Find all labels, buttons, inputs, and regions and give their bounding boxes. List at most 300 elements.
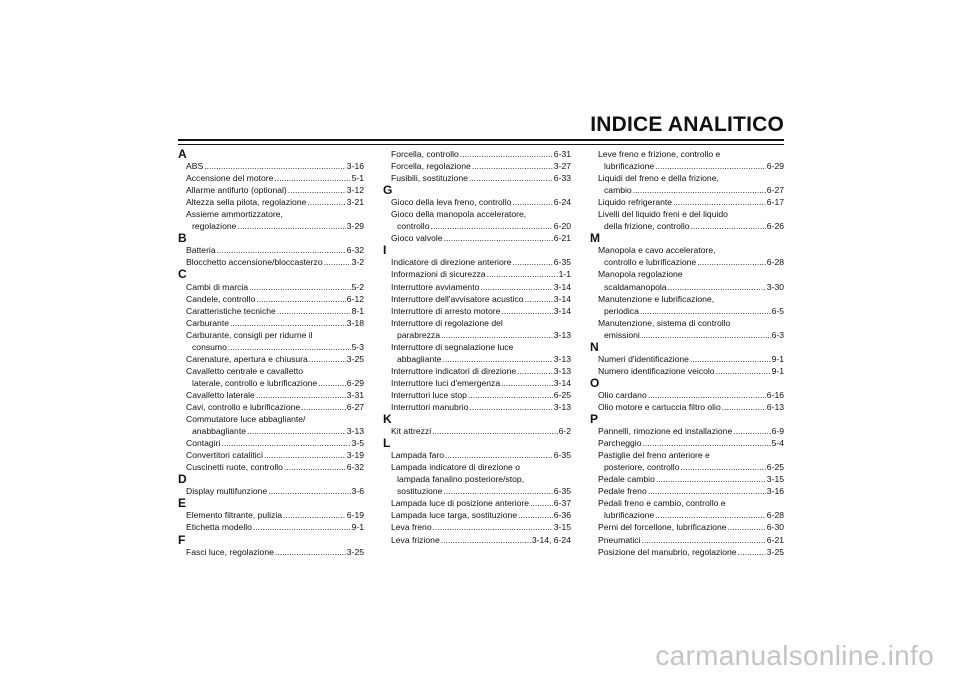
page-number: 6-9: [771, 426, 784, 437]
index-entry[interactable]: [383, 449, 571, 461]
entry-text: Pastiglie del freno anteriore e: [598, 450, 710, 461]
dot-leader: [655, 160, 766, 172]
dot-leader: [468, 389, 553, 401]
entry-text: Fusibili, sostituzione: [391, 173, 468, 184]
entry-text: Cavalletto centrale e cavalletto: [186, 365, 304, 376]
entry-text: Kit attrezzi: [391, 426, 432, 437]
entry-text: Parcheggio: [598, 438, 642, 449]
dot-leader: [237, 220, 345, 232]
entry-text: Livelli del liquido freni e del liquido: [598, 209, 728, 220]
index-entry[interactable]: [178, 196, 364, 208]
dot-leader: [441, 329, 553, 341]
dot-leader: [525, 293, 553, 305]
page-number: 6-20: [553, 221, 571, 232]
index-entry[interactable]: [590, 196, 784, 208]
dot-leader: [673, 196, 766, 208]
dot-leader: [268, 485, 350, 497]
index-entry[interactable]: [383, 196, 571, 208]
entry-text: periodica: [604, 305, 639, 316]
entry-text: Pedali freno e cambio, controllo e: [598, 498, 726, 509]
page-number: 6-13: [766, 401, 784, 412]
section-letter: O: [590, 375, 600, 390]
index-entry[interactable]: [178, 389, 364, 401]
index-entry[interactable]: [383, 389, 571, 401]
entry-text: laterale, controllo e lubrificazione: [192, 377, 318, 388]
entry-text: Lampada luce targa, sostituzione: [391, 510, 518, 521]
entry-text: Lampada luce di posizione anteriore: [391, 498, 530, 509]
page-number: 6-24: [553, 197, 571, 208]
dot-leader: [722, 401, 766, 413]
page-number: 3-14: [553, 377, 571, 388]
entry-text: Blocchetto accensione/bloccasterzo: [186, 257, 323, 268]
dot-leader: [283, 509, 346, 521]
entry-text: Interruttore luci d'emergenza: [391, 377, 501, 388]
entry-text: Liquidi del freno e della frizione,: [598, 173, 719, 184]
page-title: INDICE ANALITICO: [590, 113, 784, 136]
index-entry[interactable]: [178, 365, 364, 389]
page-number: 6-37: [553, 498, 571, 509]
page-number: 3-14: [553, 281, 571, 292]
index-entry[interactable]: [178, 184, 364, 196]
index-entry[interactable]: [178, 305, 364, 317]
entry-text: Manutenzione e lubrificazione,: [598, 293, 715, 304]
entry-text: sostituzione: [397, 486, 443, 497]
index-entry[interactable]: [383, 148, 571, 160]
entry-text: Indicatore di direzione anteriore: [391, 257, 512, 268]
entry-text: Carburante: [186, 317, 229, 328]
page-number: 6-21: [766, 534, 784, 545]
page-number: 3-5: [351, 438, 364, 449]
index-entry[interactable]: [178, 546, 364, 558]
entry-text: Lampada faro: [391, 450, 445, 461]
dot-leader: [217, 244, 346, 256]
dot-leader: [642, 534, 766, 546]
entry-text: Interruttori manubrio: [391, 401, 469, 412]
section-letter: M: [590, 231, 600, 246]
dot-leader: [691, 220, 766, 232]
index-entry[interactable]: [383, 268, 571, 280]
index-entry[interactable]: [383, 317, 571, 341]
dot-leader: [690, 353, 771, 365]
index-entry[interactable]: [590, 293, 784, 317]
section-letter: P: [590, 412, 599, 427]
entry-text: Candele, controllo: [186, 293, 256, 304]
page-number: 3-14: [553, 305, 571, 316]
entry-text: Pedale freno: [598, 486, 647, 497]
entry-text: lubrificazione: [604, 161, 655, 172]
index-entry[interactable]: [178, 329, 364, 353]
dot-leader: [284, 461, 346, 473]
index-entry[interactable]: [383, 461, 571, 497]
section-letter: K: [383, 412, 392, 427]
index-entry[interactable]: [383, 497, 571, 509]
section-letter: B: [178, 231, 187, 246]
dot-leader: [530, 497, 553, 509]
page-number: 6-19: [346, 510, 364, 521]
entry-text: Cuscinetti ruote, controllo: [186, 462, 283, 473]
page-number: 6-35: [553, 257, 571, 268]
page-number: 3-14, 6-24: [531, 534, 571, 545]
index-entry[interactable]: [590, 365, 784, 377]
title-rule-thick: [178, 139, 784, 141]
index-entry[interactable]: [590, 148, 784, 172]
page-number: 3-13: [553, 401, 571, 412]
dot-leader: [469, 401, 552, 413]
dot-leader: [441, 534, 531, 546]
entry-text: Interruttore avviamento: [391, 281, 480, 292]
dot-leader: [277, 305, 351, 317]
dot-leader: [501, 377, 553, 389]
entry-text: Olio cardano: [598, 389, 647, 400]
index-entry[interactable]: [178, 281, 364, 293]
section-letter: C: [178, 267, 187, 282]
index-entry[interactable]: [178, 256, 364, 268]
entry-text: Numero identificazione veicolo: [598, 365, 715, 376]
entry-text: Leva frizione: [391, 534, 440, 545]
dot-leader: [518, 509, 553, 521]
dot-leader: [264, 449, 346, 461]
page-number: 6-30: [766, 522, 784, 533]
index-entry[interactable]: [178, 172, 364, 184]
page-number: 3-12: [346, 185, 364, 196]
dot-leader: [288, 184, 346, 196]
dot-leader: [253, 521, 351, 533]
dot-leader: [716, 365, 771, 377]
entry-text: Pannelli, rimozione ed installazione: [598, 426, 733, 437]
page-number: 9-1: [771, 353, 784, 364]
page-number: 6-5: [771, 305, 784, 316]
entry-text: regolazione: [192, 221, 237, 232]
index-entry[interactable]: [383, 425, 571, 437]
entry-text: controllo: [397, 221, 430, 232]
dot-leader: [633, 184, 766, 196]
entry-text: Cavalletto laterale: [186, 389, 255, 400]
section-letter: F: [178, 532, 186, 547]
entry-text: emissioni: [604, 329, 640, 340]
page-number: 1-1: [558, 269, 571, 280]
dot-leader: [472, 160, 553, 172]
entry-text: Liquido refrigerante: [598, 197, 673, 208]
page-number: 3-15: [766, 474, 784, 485]
page-number: 3-25: [766, 546, 784, 557]
entry-text: Fasci luce, regolazione: [186, 546, 274, 557]
entry-text: Display multifunzione: [186, 486, 268, 497]
dot-leader: [733, 425, 770, 437]
index-entry[interactable]: [178, 449, 364, 461]
entry-text: anabbagliante: [192, 426, 247, 437]
dot-leader: [247, 425, 346, 437]
index-entry[interactable]: [383, 281, 571, 293]
entry-text: Allarme antifurto (optional): [186, 185, 287, 196]
page-number: 3-13: [553, 365, 571, 376]
index-entry[interactable]: [590, 473, 784, 485]
dot-leader: [432, 425, 557, 437]
dot-leader: [487, 268, 558, 280]
page-number: 3-31: [346, 389, 364, 400]
entry-text: Convertitori catalitici: [186, 450, 263, 461]
dot-leader: [256, 389, 346, 401]
entry-text: Pneumatici: [598, 534, 641, 545]
dot-leader: [318, 377, 346, 389]
index-entry[interactable]: [178, 317, 364, 329]
index-entry[interactable]: [590, 521, 784, 533]
index-entry[interactable]: [178, 437, 364, 449]
index-entry[interactable]: [383, 172, 571, 184]
page-number: 3-29: [346, 221, 364, 232]
page-number: 6-21: [553, 233, 571, 244]
entry-text: Contagiri: [186, 438, 221, 449]
page-number: 3-18: [346, 317, 364, 328]
dot-leader: [444, 232, 553, 244]
page-number: 8-1: [351, 305, 364, 316]
title-rule-thin: [178, 144, 784, 145]
index-entry[interactable]: [590, 437, 784, 449]
index-entry[interactable]: [178, 521, 364, 533]
index-column-1: [178, 148, 364, 558]
page-number: 3-16: [346, 161, 364, 172]
entry-text: Forcella, controllo: [391, 149, 459, 159]
entry-text: abbagliante: [397, 353, 442, 364]
entry-text: Posizione del manubrio, regolazione: [598, 546, 737, 557]
dot-leader: [655, 509, 766, 521]
page-number: 5-2: [351, 281, 364, 292]
index-entry[interactable]: [178, 293, 364, 305]
index-entry[interactable]: [383, 305, 571, 317]
dot-leader: [309, 353, 346, 365]
page-number: 5-3: [351, 341, 364, 352]
entry-text: consumo: [192, 341, 227, 352]
index-entry[interactable]: [383, 232, 571, 244]
entry-text: ABS: [186, 161, 204, 172]
dot-leader: [517, 365, 553, 377]
index-entry[interactable]: [383, 256, 571, 268]
watermark: carmanualsonline.info: [655, 640, 934, 671]
section-letter: A: [178, 147, 187, 161]
dot-leader: [307, 196, 345, 208]
page-number: 3-19: [346, 450, 364, 461]
page-number: 6-27: [346, 401, 364, 412]
entry-text: Altezza sella pilota, regolazione: [186, 197, 307, 208]
index-entry[interactable]: [590, 425, 784, 437]
page-number: 3-15: [553, 522, 571, 533]
page-number: 6-25: [766, 462, 784, 473]
entry-text: Accensione del motore: [186, 173, 274, 184]
dot-leader: [668, 281, 766, 293]
dot-leader: [204, 160, 346, 172]
dot-leader: [648, 485, 766, 497]
page-number: 3-13: [346, 426, 364, 437]
dot-leader: [512, 256, 552, 268]
dot-leader: [656, 473, 766, 485]
page-number: 3-25: [346, 353, 364, 364]
page-number: 6-12: [346, 293, 364, 304]
index-entry[interactable]: [590, 208, 784, 232]
entry-text: Interruttore di segnalazione luce: [391, 341, 514, 352]
page-number: 3-13: [553, 353, 571, 364]
index-entry[interactable]: [178, 485, 364, 497]
dot-leader: [443, 485, 552, 497]
dot-leader: [641, 329, 771, 341]
entry-text: Cavi, controllo e lubrificazione: [186, 401, 301, 412]
page-number: 9-1: [351, 522, 364, 533]
page-number: 6-33: [553, 173, 571, 184]
dot-leader: [738, 546, 766, 558]
section-letter: I: [383, 243, 387, 258]
dot-leader: [642, 437, 770, 449]
index-entry[interactable]: [590, 353, 784, 365]
page-number: 6-29: [346, 377, 364, 388]
dot-leader: [256, 293, 346, 305]
page-number: 3-6: [351, 486, 364, 497]
index-entry[interactable]: [383, 208, 571, 232]
entry-text: Carenature, apertura e chiusura: [186, 353, 308, 364]
entry-text: Assieme ammortizzatore,: [186, 209, 283, 220]
page-number: 6-35: [553, 450, 571, 461]
index-entry[interactable]: [590, 244, 784, 268]
dot-leader: [430, 220, 552, 232]
index-entry[interactable]: [590, 497, 784, 521]
dot-leader: [680, 461, 765, 473]
dot-leader: [275, 546, 346, 558]
section-letter: N: [590, 339, 599, 354]
dot-leader: [433, 521, 553, 533]
page-number: 6-28: [766, 510, 784, 521]
page-number: 6-32: [346, 245, 364, 256]
entry-text: Elemento filtrante, pulizia: [186, 510, 283, 521]
page-number: 3-16: [766, 486, 784, 497]
entry-text: controllo e lubrificazione: [604, 257, 697, 268]
entry-text: Olio motore e cartuccia filtro olio: [598, 401, 721, 412]
index-entry[interactable]: [590, 449, 784, 473]
index-entry[interactable]: [383, 341, 571, 365]
entry-text: Numeri d'identificazione: [598, 353, 689, 364]
entry-text: Interruttore dell'avvisatore acustico: [391, 293, 524, 304]
index-entry[interactable]: [590, 317, 784, 341]
entry-text: Perni del forcellone, lubrificazione: [598, 522, 727, 533]
dot-leader: [324, 256, 351, 268]
index-entry[interactable]: [590, 172, 784, 196]
section-letter: D: [178, 472, 187, 487]
index-entry[interactable]: [383, 534, 571, 546]
dot-leader: [469, 172, 553, 184]
page-number: 5-4: [771, 438, 784, 449]
entry-text: Gioco della manopola acceleratore,: [391, 209, 527, 220]
page-number: 6-25: [553, 389, 571, 400]
page-number: 6-31: [553, 149, 571, 159]
index-entry[interactable]: [590, 401, 784, 413]
dot-leader: [697, 256, 766, 268]
index-entry[interactable]: [178, 461, 364, 473]
index-entry[interactable]: [178, 401, 364, 413]
dot-leader: [442, 353, 552, 365]
dot-leader: [249, 281, 350, 293]
entry-text: Lampada indicatore di direzione o: [391, 462, 520, 473]
entry-text: Interruttore indicatori di direzione: [391, 365, 517, 376]
page-number: 3-25: [346, 546, 364, 557]
entry-text: Etichetta modello: [186, 522, 252, 533]
entry-text: lubrificazione: [604, 510, 655, 521]
entry-text: Manutenzione, sistema di controllo: [598, 317, 731, 328]
entry-text: Commutatore luce abbagliante/: [186, 414, 306, 425]
page-number: 3-30: [766, 281, 784, 292]
entry-text: Interruttore di regolazione del: [391, 317, 503, 328]
index-entry[interactable]: [590, 534, 784, 546]
entry-text: Leva freno: [391, 522, 432, 533]
section-letter: L: [383, 436, 391, 451]
entry-text: Pedale cambio: [598, 474, 655, 485]
entry-text: Forcella, regolazione: [391, 161, 471, 172]
entry-text: Interruttori luce stop: [391, 389, 467, 400]
dot-leader: [501, 305, 552, 317]
dot-leader: [480, 281, 552, 293]
index-entry[interactable]: [178, 509, 364, 521]
page-number: 6-28: [766, 257, 784, 268]
page-number: 5-1: [351, 173, 364, 184]
index-entry[interactable]: [383, 160, 571, 172]
entry-text: Leve freno e frizione, controllo e: [598, 149, 721, 159]
dot-leader: [512, 196, 552, 208]
entry-text: scaldamanopola: [604, 281, 667, 292]
index-entry[interactable]: [383, 401, 571, 413]
index-entry[interactable]: [383, 377, 571, 389]
page-number: 6-17: [766, 197, 784, 208]
entry-text: della frizione, controllo: [604, 221, 690, 232]
entry-text: Gioco della leva freno, controllo: [391, 197, 512, 208]
dot-leader: [301, 401, 346, 413]
index-entry[interactable]: [590, 485, 784, 497]
entry-text: Caratteristiche tecniche: [186, 305, 276, 316]
index-entry[interactable]: [383, 293, 571, 305]
page-number: 9-1: [771, 365, 784, 376]
entry-text: cambio: [604, 185, 632, 196]
dot-leader: [230, 317, 346, 329]
index-entry[interactable]: [590, 389, 784, 401]
index-entry[interactable]: [178, 208, 364, 232]
dot-leader: [228, 341, 351, 353]
index-column-3: [590, 148, 784, 558]
page-number: 3-21: [346, 197, 364, 208]
dot-leader: [221, 437, 350, 449]
entry-text: posteriore, controllo: [604, 462, 680, 473]
page-number: 6-35: [553, 486, 571, 497]
index-entry[interactable]: [590, 546, 784, 558]
index-entry[interactable]: [383, 521, 571, 533]
entry-text: Informazioni di sicurezza: [391, 269, 486, 280]
index-entry[interactable]: [383, 509, 571, 521]
index-entry[interactable]: [178, 160, 364, 172]
page-number: 6-32: [346, 462, 364, 473]
index-entry[interactable]: [178, 244, 364, 256]
dot-leader: [445, 449, 553, 461]
page-number: 6-16: [766, 389, 784, 400]
entry-text: Manopola regolazione: [598, 269, 683, 280]
section-letter: E: [178, 496, 187, 511]
page-number: 3-2: [351, 257, 364, 268]
entry-text: Batteria: [186, 245, 216, 256]
index-entry[interactable]: [590, 268, 784, 292]
section-letter: G: [383, 183, 393, 198]
page-number: 6-27: [766, 185, 784, 196]
page-number: 3-27: [553, 161, 571, 172]
index-entry[interactable]: [383, 365, 571, 377]
entry-text: parabrezza: [397, 329, 440, 340]
index-entry[interactable]: [178, 413, 364, 437]
dot-leader: [460, 148, 553, 160]
page-number: 6-2: [558, 426, 571, 437]
entry-text: Cambi di marcia: [186, 281, 249, 292]
index-entry[interactable]: [178, 353, 364, 365]
page-number: 6-3: [771, 329, 784, 340]
